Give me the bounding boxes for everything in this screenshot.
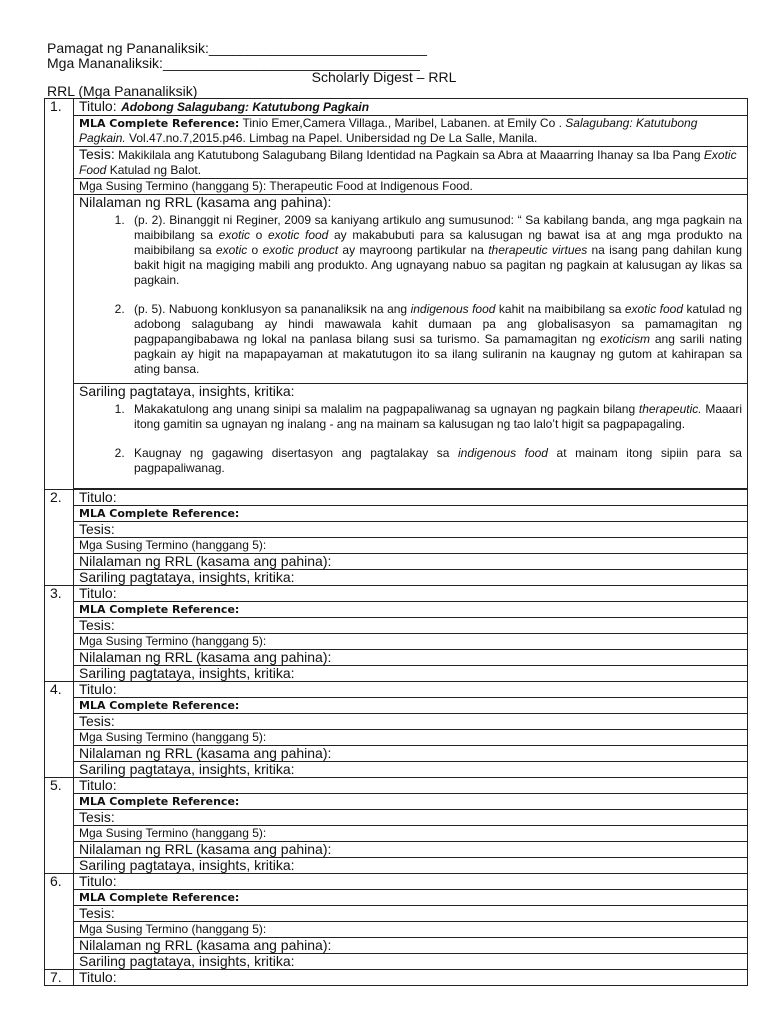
- evaluation-cell: Sariling pagtataya, insights, kritika:: [74, 570, 748, 586]
- content-item: 1. (p. 2). Binanggit ni Reginer, 2009 sa kaniyang artikulo ang sumusunod: “ Sa kabilang banda, ang mga pagkain na maibibilang sa exotic o exotic food ay makabubuti para sa kalusugan ng bawat isa at ang mga produkto na maibibilang sa exotic o exotic product ay mayroong partikular na therapeutic virtues na isang pang dahilan kung bakit higit na magiging mabili ang produkto. Ang ugnayang nabuo sa pagitan ng pagkain at kalusugan ay likas sa pagkain.: [128, 213, 742, 288]
- title-cell: Titulo:: [74, 682, 748, 698]
- keywords-cell: Mga Susing Termino (hanggang 5):: [74, 922, 748, 938]
- evaluation-cell: Sariling pagtataya, insights, kritika:: [74, 858, 748, 874]
- tesis-cell: Tesis:: [74, 714, 748, 730]
- title-cell: Titulo: Adobong Salagubang: Katutubong Pagkain: [74, 99, 748, 116]
- mla-cell: MLA Complete Reference:: [74, 698, 748, 714]
- title-cell: Titulo:: [74, 874, 748, 890]
- evaluation-cell: Sariling pagtataya, insights, kritika:: [74, 954, 748, 970]
- content-cell: Nilalaman ng RRL (kasama ang pahina):: [74, 842, 748, 858]
- title-cell: Titulo:: [74, 970, 748, 986]
- section-label: RRL (Mga Pananaliksik): [47, 83, 198, 99]
- keywords-cell: Mga Susing Termino (hanggang 5):: [74, 634, 748, 650]
- research-title-line: Pamagat ng Pananaliksik:____________________________: [47, 40, 427, 56]
- tesis-cell: Tesis:: [74, 810, 748, 826]
- tesis-cell: Tesis:: [74, 618, 748, 634]
- title-cell: Titulo:: [74, 778, 748, 794]
- entry-title: Adobong Salagubang: Katutubong Pagkain: [121, 100, 370, 114]
- mla-cell: MLA Complete Reference:: [74, 602, 748, 618]
- tesis-cell: Tesis:: [74, 522, 748, 538]
- entry-number: 1.: [45, 99, 74, 490]
- content-cell: Nilalaman ng RRL (kasama ang pahina): 1. (p. 2). Binanggit ni Reginer, 2009 sa kaniyang artikulo ang sumusunod: “ Sa kabilang banda, ang mga pagkain na maibibilang sa exotic o exotic food ay makabubuti para sa kalusugan ng bawat isa at ang mga produkto na maibibilang sa exotic o exotic product ay mayroong partikular na therapeutic virtues na isang pang dahilan kung bakit higit na magiging mabili ang produkto. Ang ugnayang nabuo sa pagitan ng pagkain at kalusugan ay likas sa pagkain. 2. (p. 5). Nabuong konklusyon sa pananaliksik na ang indigenous food kahit na maibibilang sa exotic food katulad ng adobong salagubang ay hindi mawawala kahit dumaan pa ang globalisasyon sa pamamagitan ng pagpapangibabawa ng lokal na panlasa bilang susi sa turismo. Sa pamamagitan ng exoticism ang sarili nating pagkain ay higit na mapapayaman at makatutugon ito sa ilang suliranin na kaugnay ng gutom at kahirapan sa ating bansa.: [74, 195, 748, 384]
- tesis-cell: Tesis: Makikilala ang Katutubong Salagubang Bilang Identidad na Pagkain sa Abra at Maaarring Ihanay sa Iba Pang Exotic Food Katulad ng Balot.: [74, 147, 748, 179]
- tesis-cell: Tesis:: [74, 906, 748, 922]
- evaluation-item: 1. Makakatulong ang unang sinipi sa malalim na pagpapaliwanag sa ugnayan ng pagkain bilang therapeutic. Maaari itong gamitin sa ugnayan ng inalang - ang na mainam sa kalusugan ng tao lalo’t higit sa pagpapagaling.: [128, 402, 742, 432]
- mla-cell: MLA Complete Reference:: [74, 794, 748, 810]
- evaluation-cell: Sariling pagtataya, insights, kritika:: [74, 666, 748, 682]
- keywords-cell: Mga Susing Termino (hanggang 5):: [74, 538, 748, 554]
- entry-number: 2.: [45, 490, 74, 586]
- rrl-table: [44, 98, 748, 986]
- entry-number: 4.: [45, 682, 74, 778]
- mla-cell: MLA Complete Reference:: [74, 890, 748, 906]
- keywords-cell: Mga Susing Termino (hanggang 5):: [74, 730, 748, 746]
- evaluation-cell: Sariling pagtataya, insights, kritika:: [74, 762, 748, 778]
- content-cell: Nilalaman ng RRL (kasama ang pahina):: [74, 938, 748, 954]
- entry-number: 3.: [45, 586, 74, 682]
- content-cell: Nilalaman ng RRL (kasama ang pahina):: [74, 650, 748, 666]
- title-cell: Titulo:: [74, 490, 748, 506]
- keywords-cell: Mga Susing Termino (hanggang 5):: [74, 826, 748, 842]
- evaluation-item: 2. Kaugnay ng gagawing disertasyon ang pagtalakay sa indigenous food at mainam itong sipiin para sa pagpapaliwanag.: [128, 446, 742, 476]
- keywords-cell: Mga Susing Termino (hanggang 5): Therapeutic Food at Indigenous Food.: [74, 179, 748, 195]
- content-cell: Nilalaman ng RRL (kasama ang pahina):: [74, 746, 748, 762]
- entry-number: 5.: [45, 778, 74, 874]
- entry-number: 7.: [45, 970, 74, 986]
- mla-cell: MLA Complete Reference: Tinio Emer,Camera Villaga., Maribel, Labanen. at Emily Co . Salagubang: Katutubong Pagkain. Vol.47.no.7,2015.p46. Limbag na Papel. Unibersidad ng De La Salle, Manila.: [74, 116, 748, 147]
- content-item: 2. (p. 5). Nabuong konklusyon sa pananaliksik na ang indigenous food kahit na maibibilang sa exotic food katulad ng adobong salagubang ay hindi mawawala kahit dumaan pa ang globalisasyon sa pamamagitan ng pagpapangibabawa ng lokal na panlasa bilang susi sa turismo. Sa pamamagitan ng exoticism ang sarili nating pagkain ay higit na mapapayaman at makatutugon ito sa ilang suliranin na kaugnay ng gutom at kahirapan sa ating bansa.: [128, 302, 742, 377]
- researchers-line: Mga Mananaliksik:_________________________________: [47, 55, 420, 71]
- entry-number: 6.: [45, 874, 74, 970]
- content-cell: Nilalaman ng RRL (kasama ang pahina):: [74, 554, 748, 570]
- document-title: Scholarly Digest – RRL: [311, 69, 457, 85]
- mla-cell: MLA Complete Reference:: [74, 506, 748, 522]
- title-cell: Titulo:: [74, 586, 748, 602]
- evaluation-cell: Sariling pagtataya, insights, kritika: 1. Makakatulong ang unang sinipi sa malalim na pagpapaliwanag sa ugnayan ng pagkain bilang therapeutic. Maaari itong gamitin sa ugnayan ng inalang - ang na mainam sa kalusugan ng tao lalo’t higit sa pagpapagaling. 2. Kaugnay ng gagawing disertasyon ang pagtalakay sa indigenous food at mainam itong sipiin para sa pagpapaliwanag.: [74, 384, 748, 489]
